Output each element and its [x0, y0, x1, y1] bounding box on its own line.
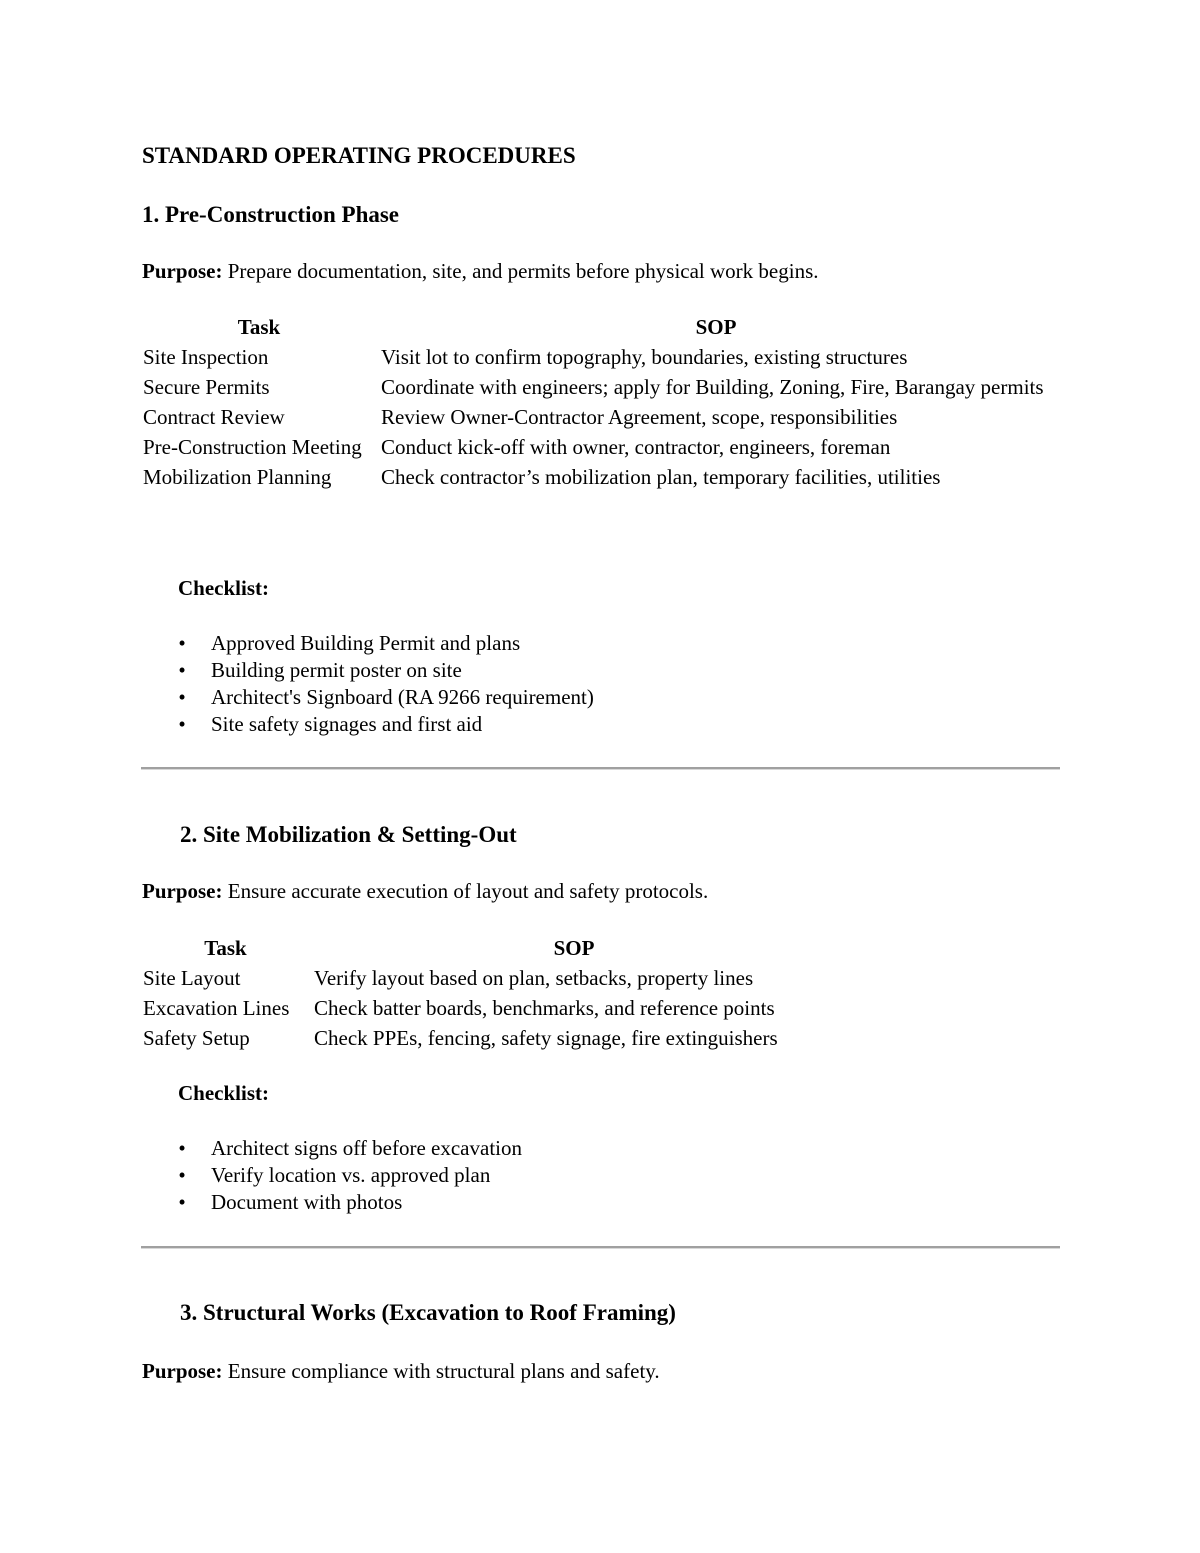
task-cell: Contract Review [143, 405, 285, 429]
section-divider [141, 1246, 1060, 1249]
section-2-checklist-title: Checklist: [178, 1081, 269, 1105]
table-header-row [140, 311, 1054, 343]
task-cell: Mobilization Planning [143, 465, 332, 489]
task-cell: Site Inspection [143, 345, 269, 369]
table-row [140, 994, 837, 1024]
sop-cell: Verify layout based on plan, setbacks, property lines [314, 966, 754, 990]
bullet-icon: • [178, 631, 186, 655]
section-1-sop-table [140, 311, 1054, 493]
task-column-header: Task [237, 315, 281, 339]
list-item: • Architect's Signboard (RA 9266 requirement) [175, 684, 594, 711]
bullet-icon: • [178, 1190, 186, 1214]
task-cell: Excavation Lines [143, 996, 290, 1020]
task-cell: Safety Setup [143, 1026, 250, 1050]
bullet-icon: • [178, 658, 186, 682]
list-item: • Building permit poster on site [175, 657, 594, 684]
section-2-heading: 2. Site Mobilization & Setting-Out [180, 822, 517, 847]
sop-cell: Visit lot to confirm topography, boundaries, existing structures [381, 345, 908, 369]
table-row [140, 433, 1054, 463]
table-row [140, 964, 837, 994]
table-row [140, 1024, 837, 1054]
sop-cell: Check PPEs, fencing, safety signage, fire extinguishers [314, 1026, 778, 1050]
bullet-icon: • [178, 685, 186, 709]
table-row [140, 343, 1054, 373]
list-item: • Site safety signages and first aid [175, 711, 594, 738]
table-row [140, 463, 1054, 493]
document-title: STANDARD OPERATING PROCEDURES [142, 143, 576, 168]
section-1-checklist-title: Checklist: [178, 576, 269, 600]
sop-cell: Coordinate with engineers; apply for Building, Zoning, Fire, Barangay permits [381, 375, 1044, 399]
section-1-checklist [175, 630, 594, 738]
task-cell: Pre-Construction Meeting [143, 435, 362, 459]
task-cell: Site Layout [143, 966, 241, 990]
table-header-row [140, 932, 837, 964]
purpose-text: Ensure accurate execution of layout and safety protocols. [222, 879, 709, 903]
sop-cell: Check contractor’s mobilization plan, temporary facilities, utilities [381, 465, 941, 489]
bullet-icon: • [178, 712, 186, 736]
section-2-purpose [142, 879, 708, 904]
bullet-icon: • [178, 1136, 186, 1160]
task-cell: Secure Permits [143, 375, 270, 399]
list-item: • Document with photos [175, 1189, 522, 1216]
purpose-text: Prepare documentation, site, and permits before physical work begins. [222, 259, 819, 283]
sop-column-header: SOP [695, 315, 737, 339]
sop-cell: Conduct kick-off with owner, contractor, engineers, foreman [381, 435, 891, 459]
section-3-heading: 3. Structural Works (Excavation to Roof Framing) [180, 1300, 676, 1325]
purpose-text: Ensure compliance with structural plans and safety. [222, 1359, 660, 1383]
section-1-purpose [142, 259, 819, 284]
section-1-heading: 1. Pre-Construction Phase [142, 202, 400, 227]
table-row [140, 403, 1054, 433]
table-row [140, 373, 1054, 403]
list-item: • Verify location vs. approved plan [175, 1162, 522, 1189]
sop-column-header: SOP [553, 936, 595, 960]
section-2-checklist [175, 1135, 522, 1216]
section-divider [141, 767, 1060, 770]
list-item: • Architect signs off before excavation [175, 1135, 522, 1162]
purpose-label: Purpose: [142, 1359, 223, 1383]
bullet-icon: • [178, 1163, 186, 1187]
section-2-sop-table [140, 932, 837, 1054]
sop-cell: Review Owner-Contractor Agreement, scope, responsibilities [381, 405, 898, 429]
sop-cell: Check batter boards, benchmarks, and reference points [314, 996, 775, 1020]
task-column-header: Task [204, 936, 247, 960]
purpose-label: Purpose: [142, 879, 223, 903]
purpose-label: Purpose: [142, 259, 223, 283]
list-item: • Approved Building Permit and plans [175, 630, 594, 657]
section-3-purpose [142, 1359, 660, 1384]
